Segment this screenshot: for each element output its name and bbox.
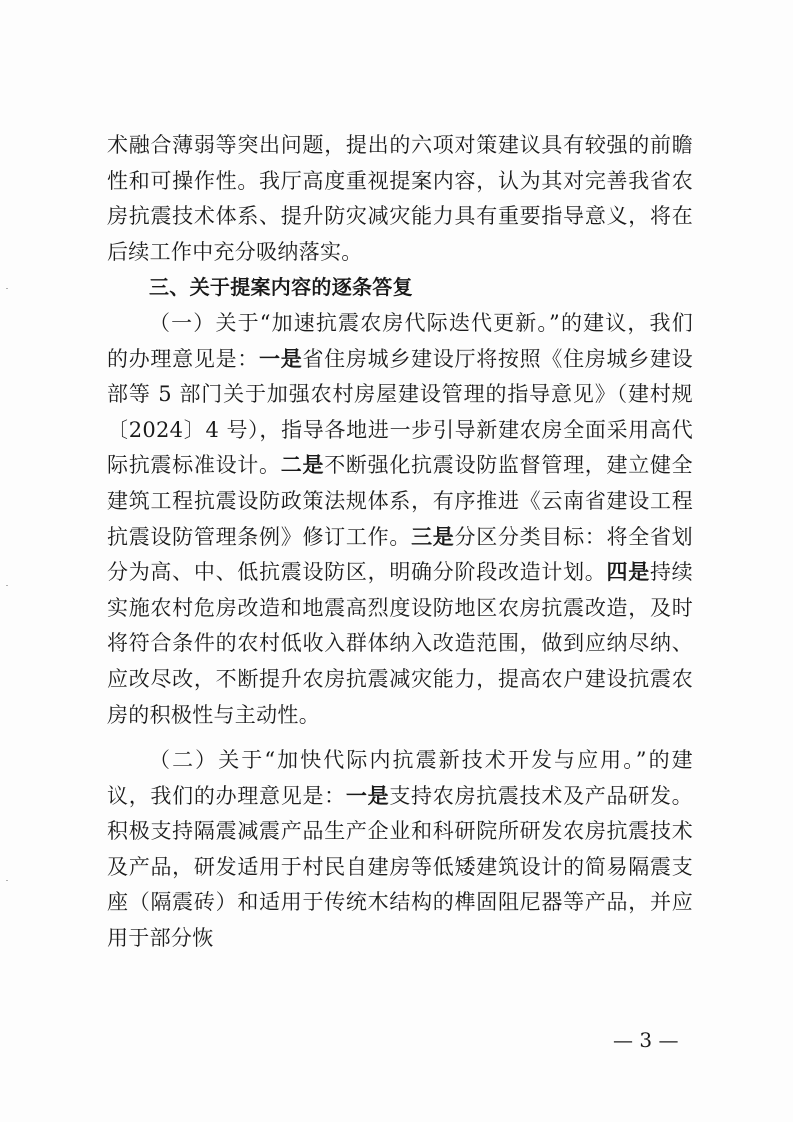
paragraph-item-1 (107, 306, 693, 733)
item-2-keyword-1: 一是 (345, 783, 390, 808)
item-1-keyword-4: 四是 (606, 560, 650, 585)
margin-mark (6, 880, 8, 881)
margin-mark (6, 585, 8, 586)
paragraph-gap (107, 733, 693, 743)
item-1-text-3: 分区分类目标：将全省划分为高、中、低抗震设防区，明确分阶段改造计划。 (107, 524, 693, 585)
margin-mark (6, 288, 8, 289)
item-1-lead: （一）关于“加速抗震农房代际迭代更新。”的建议，我们的办理意见是： (107, 310, 693, 371)
item-1-keyword-2: 二是 (280, 453, 325, 478)
item-1-text-4: 持续实施农村危房改造和地震高烈度设防地区农房抗震改造，及时将符合条件的农村低收入群体纳入改造范围，做到应纳尽纳、应改尽改，不断提升农房抗震减灾能力，提高农户建设抗震农房的积极性与主动性。 (107, 560, 693, 727)
section-heading: 三、关于提案内容的逐条答复 (149, 275, 413, 300)
page-number: — 3 — (613, 1028, 679, 1052)
paragraph-intro: 术融合薄弱等突出问题，提出的六项对策建议具有较强的前瞻性和可操作性。我厅高度重视提案内容，认为其对完善我省农房抗震技术体系、提升防灾减灾能力具有重要指导意义，将在后续工作中充分吸纳落实。 (107, 133, 693, 264)
item-2-lead: （二）关于“加快代际内抗震新技术开发与应用。”的建议，我们的办理意见是： (107, 748, 693, 808)
item-1-text-1: 省住房城乡建设厅将按照《住房城乡建设部等 5 部门关于加强农村房屋建设管理的指导意见》（建村规〔2024〕4 号），指导各地进一步引导新建农房全面采用高代际抗震标准设计。 (107, 346, 693, 478)
item-1-text-2: 不断强化抗震设防监督管理，建立健全建筑工程抗震设防政策法规体系，有序推进《云南省建设工程抗震设防管理条例》修订工作。 (107, 453, 693, 549)
paragraph-item-2 (107, 743, 693, 957)
document-body (107, 128, 693, 957)
item-2-text-1: 支持农房抗震技术及产品研发。积极支持隔震减震产品生产企业和科研院所研发农房抗震技术及产品，研发适用于村民自建房等低矮建筑设计的简易隔震支座（隔震砖）和适用于传统木结构的榫固阻尼器等产品，并应用于部分恢 (107, 783, 693, 951)
item-1-keyword-1: 一是 (259, 346, 303, 371)
item-1-keyword-3: 三是 (411, 524, 455, 549)
